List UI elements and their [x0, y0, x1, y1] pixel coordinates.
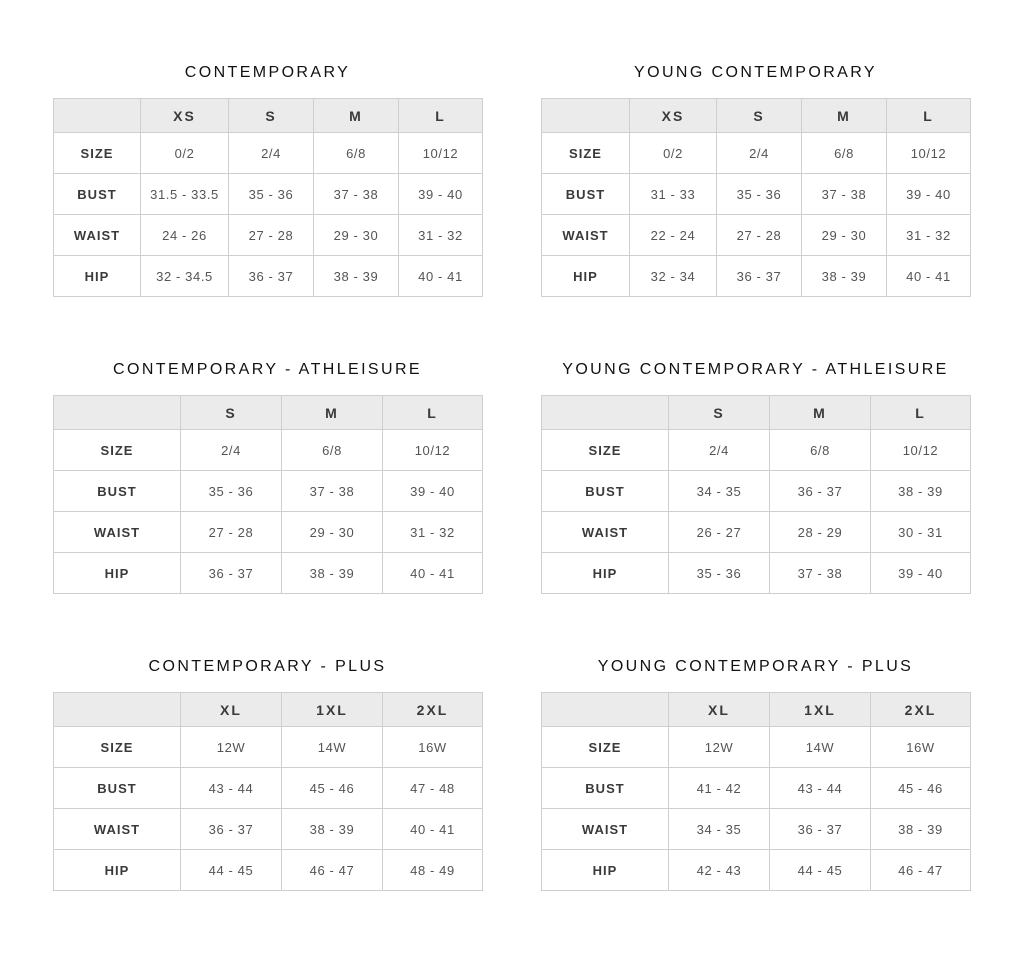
table-cell: 29 - 30 [282, 512, 383, 553]
row-label: BUST [54, 768, 181, 809]
row-label: WAIST [542, 215, 630, 256]
table-cell: 36 - 37 [717, 256, 802, 297]
table-cell: 31 - 32 [399, 215, 483, 256]
row-label: BUST [542, 174, 630, 215]
row-label: BUST [542, 768, 669, 809]
table-row-size [542, 133, 971, 174]
table-cell: 31 - 33 [630, 174, 717, 215]
header-row [542, 396, 971, 430]
table-cell: 31 - 32 [383, 512, 483, 553]
row-label: WAIST [542, 512, 669, 553]
column-header: S [717, 99, 802, 133]
table-row-hip [54, 850, 483, 891]
header-row [54, 693, 483, 727]
table-cell: 0/2 [141, 133, 229, 174]
table-cell: 34 - 35 [669, 471, 770, 512]
table-cell: 6/8 [770, 430, 871, 471]
chart-title: YOUNG CONTEMPORARY - ATHLEISURE [562, 361, 949, 378]
column-header: S [181, 396, 282, 430]
table-cell: 39 - 40 [871, 553, 971, 594]
row-label: WAIST [54, 809, 181, 850]
table-cell: 37 - 38 [314, 174, 399, 215]
table-cell: 6/8 [314, 133, 399, 174]
table-row-hip [542, 850, 971, 891]
header-row [54, 99, 483, 133]
size-table [541, 692, 971, 891]
column-header: XS [630, 99, 717, 133]
header-row [542, 693, 971, 727]
table-cell: 36 - 37 [181, 809, 282, 850]
table-cell: 14W [770, 727, 871, 768]
table-cell: 43 - 44 [770, 768, 871, 809]
table-row-hip [54, 256, 483, 297]
table-cell: 31 - 32 [887, 215, 971, 256]
table-cell: 24 - 26 [141, 215, 229, 256]
table-cell: 39 - 40 [887, 174, 971, 215]
row-label: HIP [542, 850, 669, 891]
table-cell: 34 - 35 [669, 809, 770, 850]
table-row-waist [542, 512, 971, 553]
header-corner-cell [542, 396, 669, 430]
chart-title: CONTEMPORARY - ATHLEISURE [113, 361, 422, 378]
column-header: XL [669, 693, 770, 727]
table-cell: 37 - 38 [770, 553, 871, 594]
table-row-hip [54, 553, 483, 594]
table-cell: 36 - 37 [770, 471, 871, 512]
header-row [542, 99, 971, 133]
header-corner-cell [542, 99, 630, 133]
table-cell: 36 - 37 [770, 809, 871, 850]
column-header: L [887, 99, 971, 133]
header-corner-cell [54, 693, 181, 727]
size-table [53, 692, 483, 891]
table-cell: 35 - 36 [717, 174, 802, 215]
table-cell: 35 - 36 [669, 553, 770, 594]
table-cell: 10/12 [383, 430, 483, 471]
row-label: WAIST [542, 809, 669, 850]
row-label: WAIST [54, 512, 181, 553]
table-cell: 2/4 [669, 430, 770, 471]
table-row-size [54, 133, 483, 174]
table-cell: 29 - 30 [802, 215, 887, 256]
column-header: M [314, 99, 399, 133]
table-cell: 38 - 39 [802, 256, 887, 297]
table-row-size [54, 430, 483, 471]
row-label: SIZE [542, 727, 669, 768]
column-header: L [383, 396, 483, 430]
table-row-size [54, 727, 483, 768]
table-cell: 39 - 40 [399, 174, 483, 215]
table-cell: 47 - 48 [383, 768, 483, 809]
table-cell: 28 - 29 [770, 512, 871, 553]
table-cell: 6/8 [802, 133, 887, 174]
table-cell: 38 - 39 [282, 809, 383, 850]
row-label: SIZE [54, 430, 181, 471]
header-corner-cell [54, 396, 181, 430]
size-table [53, 98, 483, 297]
table-row-bust [54, 471, 483, 512]
chart-title: CONTEMPORARY [184, 64, 351, 81]
size-table [53, 395, 483, 594]
column-header: XL [181, 693, 282, 727]
table-cell: 32 - 34 [630, 256, 717, 297]
table-row-bust [54, 174, 483, 215]
table-cell: 46 - 47 [871, 850, 971, 891]
table-cell: 6/8 [282, 430, 383, 471]
column-header: 2XL [383, 693, 483, 727]
row-label: HIP [54, 850, 181, 891]
size-table [541, 395, 971, 594]
row-label: HIP [54, 256, 141, 297]
table-cell: 2/4 [717, 133, 802, 174]
chart-title: YOUNG CONTEMPORARY - PLUS [597, 658, 914, 675]
table-cell: 40 - 41 [383, 809, 483, 850]
table-cell: 10/12 [871, 430, 971, 471]
table-cell: 38 - 39 [314, 256, 399, 297]
chart-title: CONTEMPORARY - PLUS [148, 658, 387, 675]
column-header: L [871, 396, 971, 430]
table-cell: 2/4 [181, 430, 282, 471]
table-cell: 26 - 27 [669, 512, 770, 553]
table-cell: 38 - 39 [282, 553, 383, 594]
table-row-bust [542, 174, 971, 215]
table-cell: 27 - 28 [229, 215, 314, 256]
table-cell: 38 - 39 [871, 809, 971, 850]
table-cell: 32 - 34.5 [141, 256, 229, 297]
table-cell: 40 - 41 [399, 256, 483, 297]
table-cell: 0/2 [630, 133, 717, 174]
chart-title: YOUNG CONTEMPORARY [634, 64, 877, 81]
header-corner-cell [54, 99, 141, 133]
row-label: SIZE [542, 430, 669, 471]
table-cell: 22 - 24 [630, 215, 717, 256]
row-label: WAIST [54, 215, 141, 256]
table-cell: 40 - 41 [887, 256, 971, 297]
row-label: HIP [542, 553, 669, 594]
table-cell: 39 - 40 [383, 471, 483, 512]
column-header: XS [141, 99, 229, 133]
table-row-waist [542, 809, 971, 850]
column-header: 1XL [770, 693, 871, 727]
column-header: M [282, 396, 383, 430]
table-cell: 27 - 28 [181, 512, 282, 553]
table-row-bust [542, 471, 971, 512]
table-cell: 16W [871, 727, 971, 768]
table-cell: 12W [669, 727, 770, 768]
table-cell: 36 - 37 [229, 256, 314, 297]
table-cell: 12W [181, 727, 282, 768]
table-cell: 30 - 31 [871, 512, 971, 553]
table-cell: 37 - 38 [802, 174, 887, 215]
column-header: S [669, 396, 770, 430]
table-row-bust [54, 768, 483, 809]
column-header: S [229, 99, 314, 133]
table-row-waist [54, 512, 483, 553]
table-row-hip [542, 256, 971, 297]
column-header: M [802, 99, 887, 133]
size-table [541, 98, 971, 297]
column-header: M [770, 396, 871, 430]
table-cell: 35 - 36 [181, 471, 282, 512]
table-cell: 27 - 28 [717, 215, 802, 256]
table-row-hip [542, 553, 971, 594]
table-cell: 40 - 41 [383, 553, 483, 594]
column-header: L [399, 99, 483, 133]
column-header: 1XL [282, 693, 383, 727]
table-cell: 16W [383, 727, 483, 768]
table-row-size [542, 727, 971, 768]
table-cell: 35 - 36 [229, 174, 314, 215]
table-cell: 36 - 37 [181, 553, 282, 594]
table-cell: 29 - 30 [314, 215, 399, 256]
table-cell: 45 - 46 [282, 768, 383, 809]
table-cell: 10/12 [399, 133, 483, 174]
row-label: BUST [54, 174, 141, 215]
column-header: 2XL [871, 693, 971, 727]
row-label: SIZE [54, 133, 141, 174]
table-cell: 14W [282, 727, 383, 768]
table-row-waist [542, 215, 971, 256]
table-row-bust [542, 768, 971, 809]
row-label: HIP [54, 553, 181, 594]
table-cell: 2/4 [229, 133, 314, 174]
table-row-size [542, 430, 971, 471]
row-label: SIZE [54, 727, 181, 768]
table-cell: 38 - 39 [871, 471, 971, 512]
row-label: SIZE [542, 133, 630, 174]
table-cell: 45 - 46 [871, 768, 971, 809]
table-cell: 37 - 38 [282, 471, 383, 512]
table-cell: 10/12 [887, 133, 971, 174]
table-cell: 43 - 44 [181, 768, 282, 809]
row-label: HIP [542, 256, 630, 297]
table-row-waist [54, 215, 483, 256]
table-row-waist [54, 809, 483, 850]
table-cell: 31.5 - 33.5 [141, 174, 229, 215]
table-cell: 44 - 45 [181, 850, 282, 891]
table-cell: 41 - 42 [669, 768, 770, 809]
table-cell: 44 - 45 [770, 850, 871, 891]
table-cell: 46 - 47 [282, 850, 383, 891]
table-cell: 48 - 49 [383, 850, 483, 891]
row-label: BUST [54, 471, 181, 512]
row-label: BUST [542, 471, 669, 512]
table-cell: 42 - 43 [669, 850, 770, 891]
header-corner-cell [542, 693, 669, 727]
header-row [54, 396, 483, 430]
